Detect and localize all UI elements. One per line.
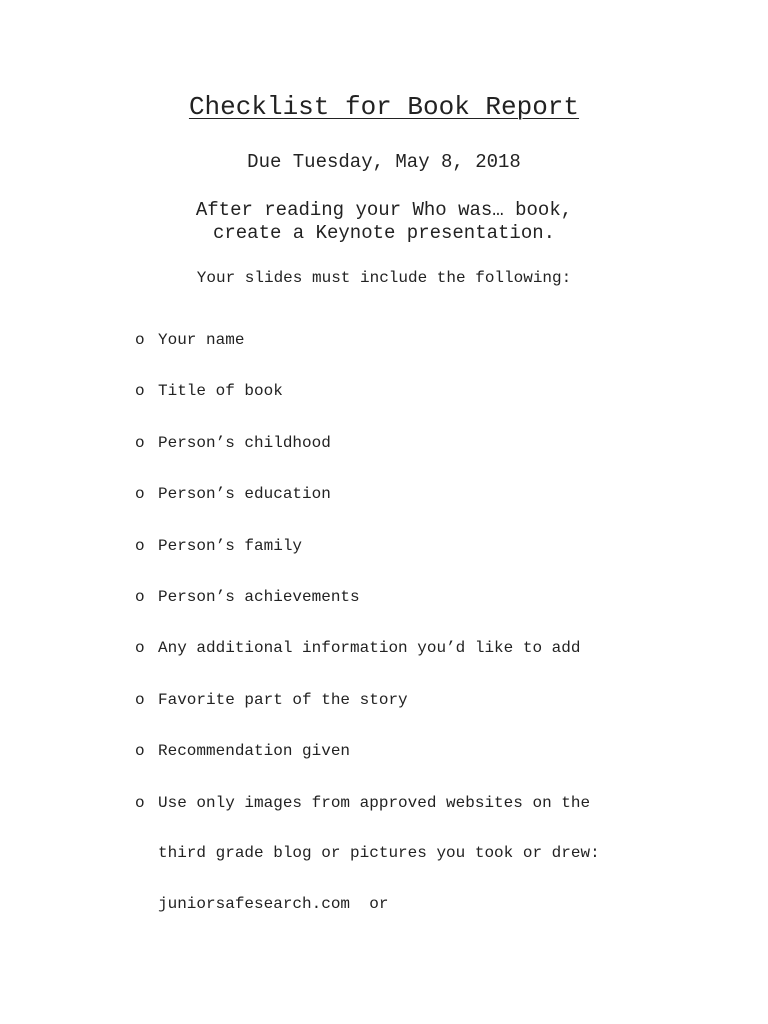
checklist-item <box>135 741 590 792</box>
page-title-text: Checklist for Book Report <box>188 92 580 122</box>
instructions <box>0 199 768 245</box>
continuation-line: juniorsafesearch.com or <box>158 895 389 914</box>
checklist-item <box>135 587 590 638</box>
checklist-item <box>135 793 590 844</box>
checklist-item-label: Person’s family <box>158 536 303 555</box>
checklist-item <box>135 433 590 484</box>
checklist-item <box>135 536 590 587</box>
checkbox-icon: o <box>135 433 145 452</box>
checklist-item <box>135 381 590 432</box>
checklist-intro: Your slides must include the following: <box>196 269 572 287</box>
checklist-item-label: Any additional information you’d like to add <box>158 639 581 658</box>
checklist-item <box>135 638 590 689</box>
checkbox-icon: o <box>135 690 145 709</box>
instructions-line: create a Keynote presentation. <box>212 222 556 244</box>
checklist-item-label: Your name <box>158 331 245 349</box>
instructions-line: After reading your Who was… book, <box>195 199 573 221</box>
checklist <box>135 330 590 844</box>
checklist-item-label: Use only images from approved websites on the <box>158 793 591 812</box>
checklist-item <box>135 690 590 741</box>
checklist-item-label: Person’s childhood <box>158 433 331 452</box>
checklist-item <box>135 330 590 381</box>
checkbox-icon: o <box>135 382 145 401</box>
checklist-item-label: Person’s achievements <box>158 587 360 606</box>
due-date: Due Tuesday, May 8, 2018 <box>247 151 521 173</box>
checkbox-icon: o <box>135 793 145 812</box>
checklist-item-label: Person’s education <box>158 485 331 504</box>
checklist-item-label: Favorite part of the story <box>158 690 408 709</box>
checklist-item-label: Recommendation given <box>158 742 351 761</box>
continuation-line: third grade blog or pictures you took or drew: <box>158 844 600 862</box>
checkbox-icon: o <box>135 331 145 349</box>
checkbox-icon: o <box>135 742 145 761</box>
checklist-item <box>135 484 590 535</box>
page-title <box>0 92 768 122</box>
checklist-item-continuation <box>158 843 600 946</box>
checklist-item-label: Title of book <box>158 382 283 401</box>
checkbox-icon: o <box>135 536 145 555</box>
checkbox-icon: o <box>135 587 145 606</box>
checkbox-icon: o <box>135 485 145 504</box>
checkbox-icon: o <box>135 639 145 658</box>
